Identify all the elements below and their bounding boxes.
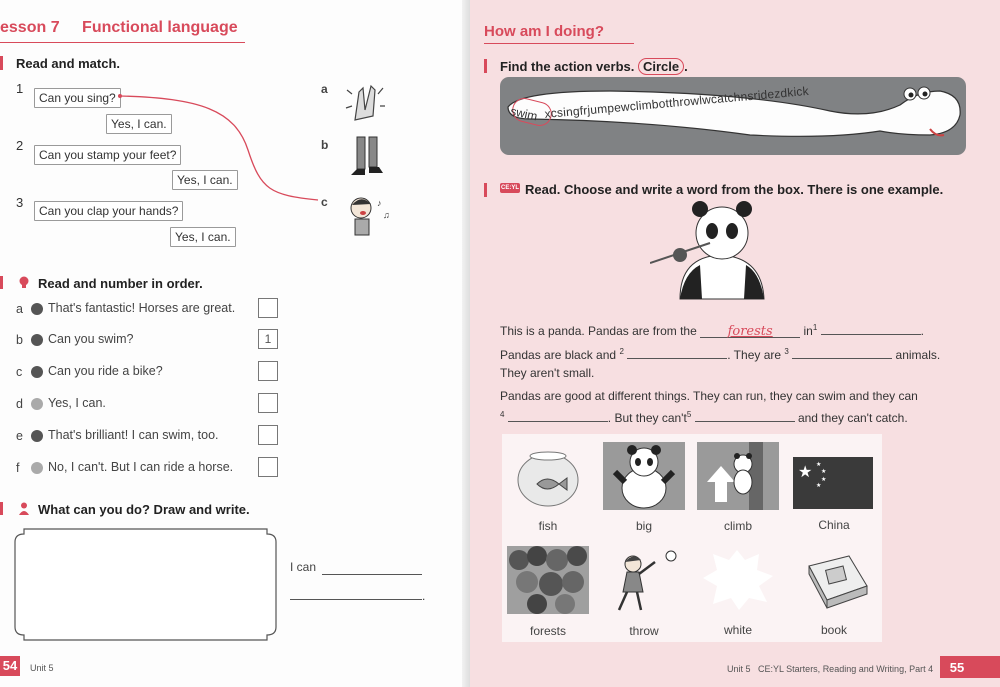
order-box[interactable] [258,298,278,318]
word-label: big [635,519,652,533]
item-number: 2 [16,138,24,153]
row-text: That's fantastic! Horses are great. [48,301,236,315]
word-label: climb [723,519,752,533]
person-icon [18,502,30,515]
dialogue-row [16,363,286,383]
row-letter: f [16,461,20,475]
answer-bubble: Yes, I can. [106,114,172,134]
speaker-icon [31,334,43,346]
example-answer: forests [727,324,773,339]
i-can-prompt: I can [290,560,317,574]
cloze-text: and they can't catch. [797,411,908,425]
dialogue-row [16,395,286,415]
right-exercise-2-heading: Read. Choose and write a word from the box. There is one example. [525,182,944,197]
order-box[interactable] [258,457,278,477]
dialogue-row [16,459,286,479]
cloze-text: in [803,324,813,338]
svg-text:★: ★ [821,477,827,483]
right-exercise-2-marker [484,183,487,197]
blank-number: 2 [619,347,624,356]
word-label: white [723,623,752,637]
review-title-underline [484,43,634,44]
write-line-1[interactable] [322,574,422,575]
cloze-line-2 [500,345,940,362]
word-label: throw [629,624,659,638]
forest-picture [507,546,589,614]
blank-number: 3 [784,347,789,356]
row-letter: a [16,302,23,316]
fishbowl-picture [507,442,589,510]
order-box[interactable]: 1 [258,329,278,349]
exercise-2-heading: Read and number in order. [38,276,203,291]
word-label: China [818,518,850,532]
footer-unit: Unit 5 [30,663,54,673]
footer-series: CE:YL Starters, Reading and Writing, Part 4 [758,664,934,674]
svg-text:♫: ♫ [383,210,390,220]
exercise-2-marker [0,276,3,289]
cloze-text: Pandas are black and [500,348,617,362]
lesson-label: esson 7 [0,19,60,36]
picture-letter: c [321,195,328,209]
row-text: No, I can't. But I can ride a horse. [48,460,234,474]
cloze-line-3: They aren't small. [500,366,595,380]
snake-letters-start: swim [509,104,539,124]
cloze-line-4: Pandas are good at different things. They can run, they can swim and they can [500,389,918,403]
row-letter: c [16,365,23,379]
speaker-icon [31,430,43,442]
row-text: Can you ride a bike? [48,364,163,378]
circle-word: Circle [638,58,684,75]
heading-text: Find the action verbs. [500,59,635,74]
big-panda-picture [603,442,685,510]
cloze-text: animals. [895,348,941,362]
exercise-1-heading: Read and match. [16,56,121,71]
dialogue-row [16,427,286,447]
svg-text:♪: ♪ [377,198,382,208]
svg-text:★: ★ [816,483,822,489]
answer-blank-4[interactable] [508,408,608,422]
lesson-title: Functional language [82,19,238,36]
svg-text:★: ★ [821,469,827,475]
blank-number: 5 [686,410,692,419]
panda-illustration [650,195,780,303]
singing-child-picture [345,192,391,238]
question-bubble: Can you clap your hands? [34,201,183,221]
stamping-feet-picture [345,135,391,181]
page-number: 55 [949,660,965,675]
word-label: book [820,623,848,637]
clapping-hands-picture [343,80,389,126]
china-flag-picture [793,450,875,518]
exercise-3-heading: What can you do? Draw and write. [38,502,250,517]
order-box[interactable] [258,425,278,445]
footer-unit: Unit 5 [727,664,751,674]
row-letter: e [16,429,23,443]
dialogue-row [16,300,286,320]
item-number: 3 [16,195,24,210]
answer-bubble: Yes, I can. [170,227,236,247]
cloze-text: . They are [727,348,782,362]
picture-letter: b [321,138,329,152]
answer-blank-3[interactable] [792,345,892,359]
right-exercise-1-heading [500,59,688,74]
answer-bubble: Yes, I can. [172,170,238,190]
write-line-2[interactable] [290,599,422,600]
exam-badge: CE:YL [501,185,519,191]
cloze-line-1: This is a panda. Pandas are from the forests $in^1$ . [500,323,924,339]
speaker-icon [31,366,43,378]
svg-text:★: ★ [816,462,822,468]
blank-number: 1 [812,323,818,332]
word-label: fish [538,519,558,533]
climbing-panda-picture [697,442,779,510]
picture-letter: a [321,82,328,96]
match-line [0,0,470,260]
review-title: How am I doing? [484,23,604,40]
sentence-period: . [422,589,426,603]
blank-number: 4 [500,410,505,419]
white-splash-picture [697,546,779,614]
page-number: 54 [2,658,18,673]
speaker-icon [31,303,43,315]
heading-period: . [684,59,688,74]
cloze-line-5 [500,408,908,425]
answer-blank-5[interactable] [695,408,795,422]
drawing-frame[interactable] [14,528,277,641]
row-text: Can you swim? [48,332,134,346]
lightbulb-icon [18,276,30,289]
answer-blank-2[interactable] [627,345,727,359]
order-box[interactable] [258,393,278,413]
speaker-icon [31,462,43,474]
answer-blank-1[interactable] [821,321,921,335]
exercise-3-marker [0,502,3,515]
svg-text:★: ★ [798,464,813,481]
dialogue-row [16,331,286,351]
order-box[interactable] [258,361,278,381]
item-number: 1 [16,81,24,96]
row-text: Yes, I can. [48,396,106,410]
question-bubble: Can you stamp your feet? [34,145,181,165]
row-letter: d [16,397,23,411]
right-exercise-1-marker [484,59,487,73]
answer-blank-example [700,324,800,338]
row-letter: b [16,333,23,347]
speaker-icon [31,398,43,410]
cloze-text: This is a panda. Pandas are from the [500,324,697,338]
question-bubble: Can you sing? [34,88,121,108]
cloze-text: . But they can't [607,411,687,425]
left-page [0,0,470,687]
snake-letters: xcsingfrjumpewclimbotthrowlwcatchnsridezdkick [544,83,810,121]
word-label: forests [529,624,566,638]
row-text: That's brilliant! I can swim, too. [48,428,219,442]
throwing-girl-picture [603,546,685,614]
book-picture [793,546,875,614]
